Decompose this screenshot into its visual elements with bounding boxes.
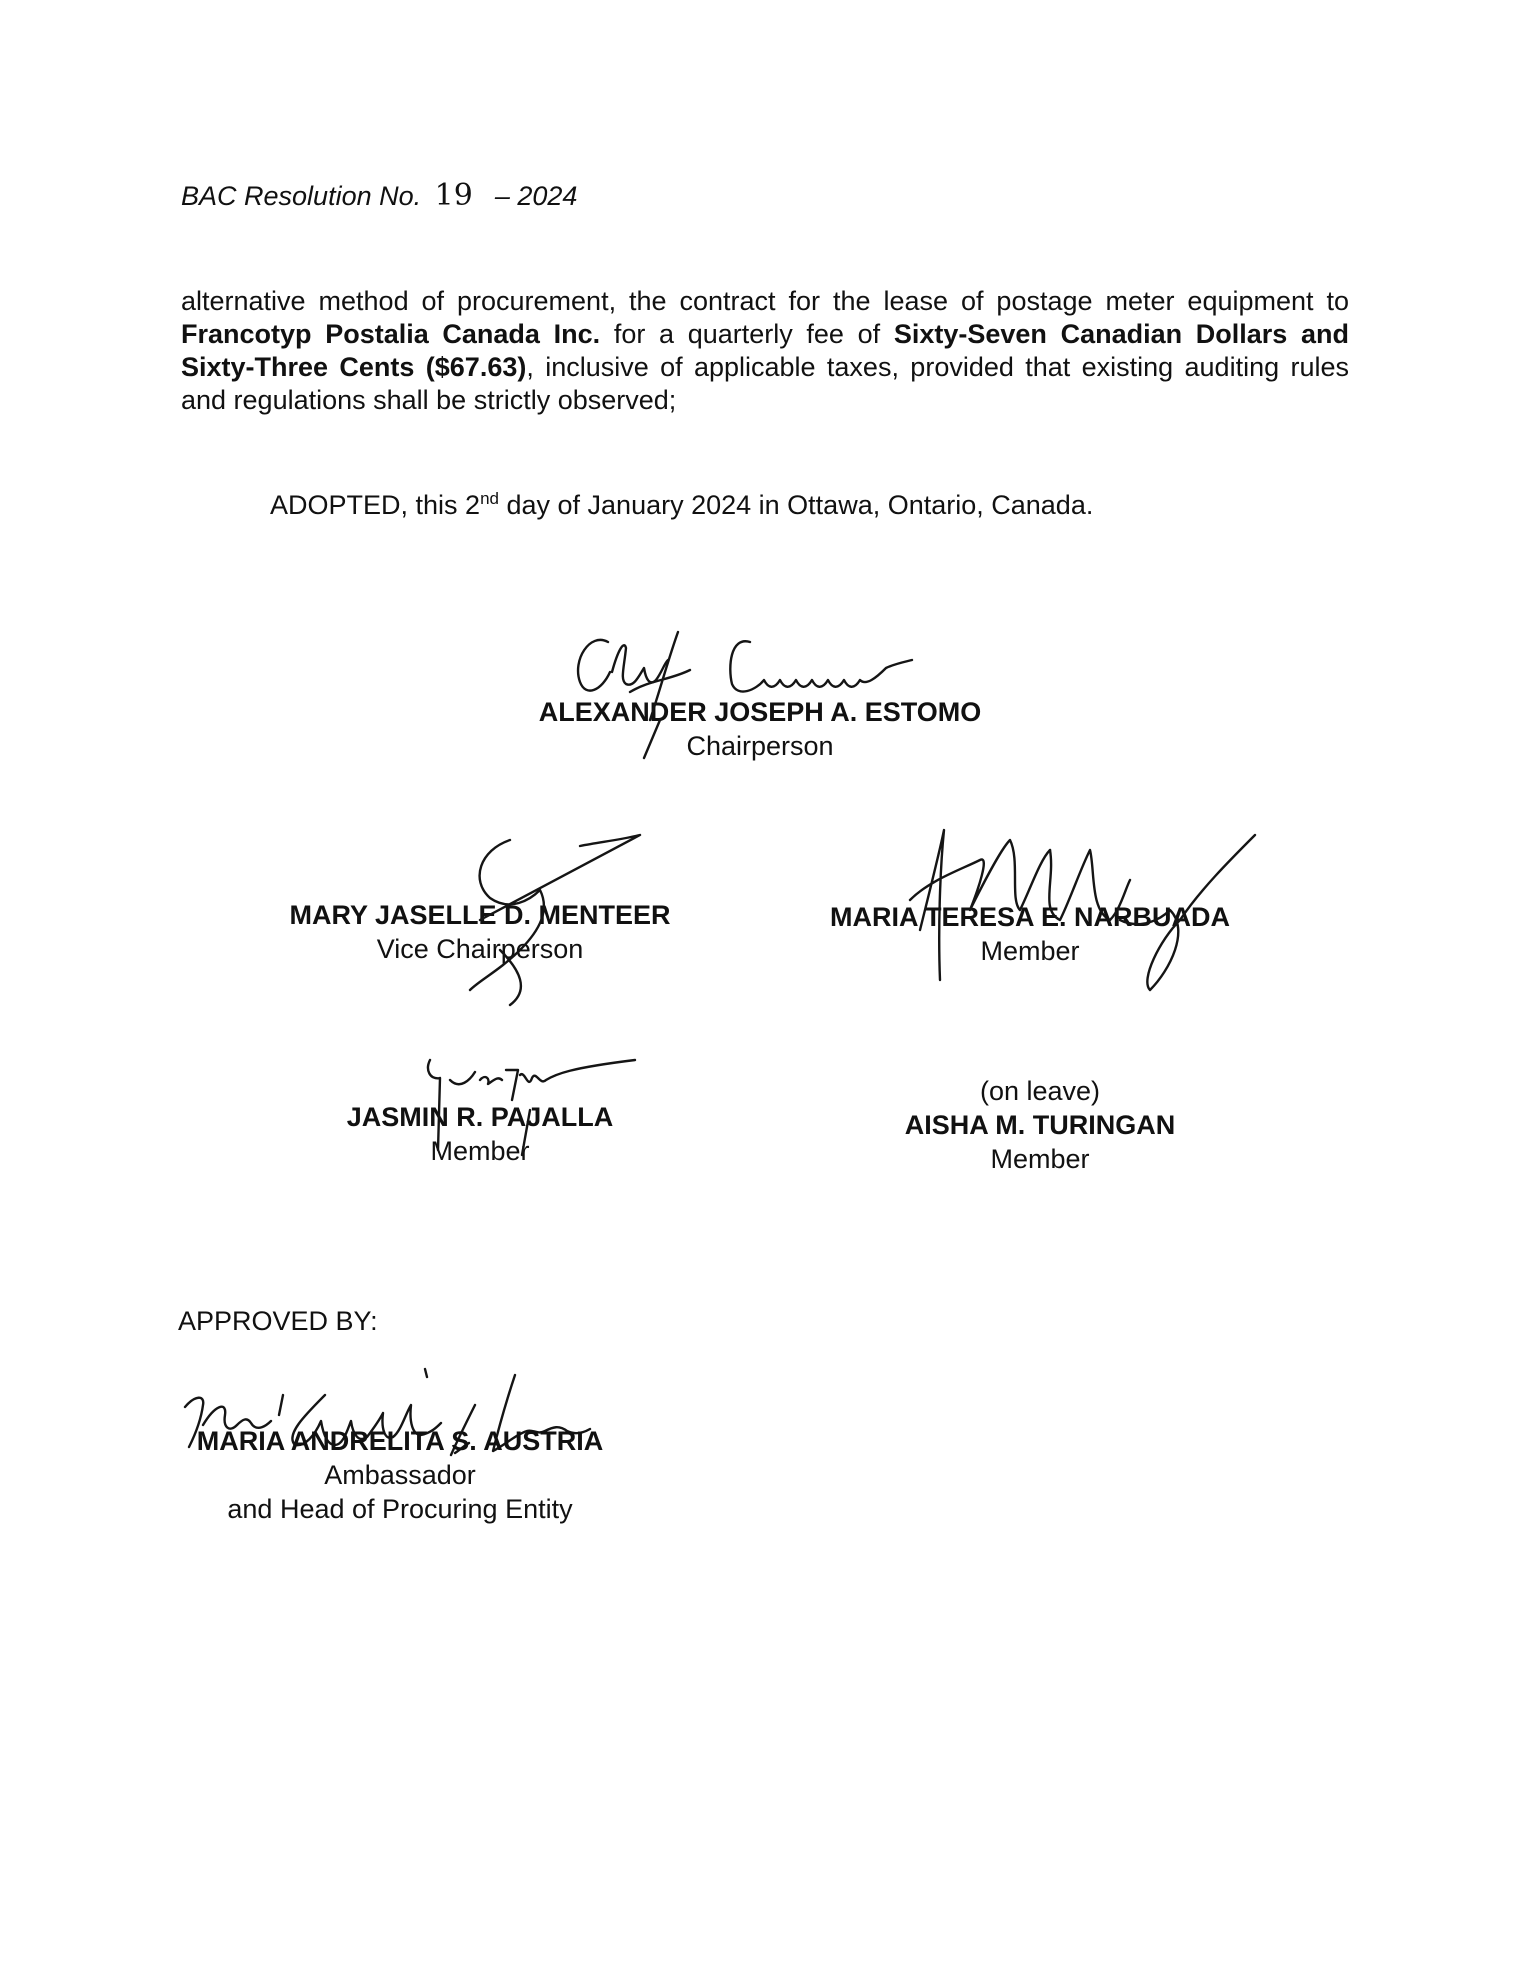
- chairperson-name: ALEXANDER JOSEPH A. ESTOMO: [538, 697, 982, 727]
- resolution-dash: –: [494, 181, 510, 211]
- member-pajalla-name: JASMIN R. PAJALLA: [346, 1102, 614, 1132]
- member-turingan-name: AISHA M. TURINGAN: [904, 1110, 1176, 1140]
- member-turingan-block: [840, 1074, 1240, 1176]
- member-pajalla-block: [300, 1100, 660, 1168]
- approver-role-line1: Ambassador: [324, 1460, 476, 1490]
- body-text-3: , inclusive of applicable taxes, provided that existing auditing rules and regulations shall be strictly observed;: [181, 352, 1349, 415]
- body-text-1: alternative method of procurement, the contract for the lease of postage meter equipment to: [181, 286, 1349, 316]
- approver-role-line2: and Head of Procuring Entity: [227, 1494, 573, 1524]
- adopted-suffix: nd: [480, 489, 499, 508]
- approver-name: MARIA ANDRELITA S. AUSTRIA: [196, 1426, 604, 1456]
- adopted-before: ADOPTED, this 2: [270, 490, 481, 520]
- vice-chairperson-role: Vice Chairperson: [376, 934, 584, 964]
- resolution-number: 19: [434, 178, 473, 213]
- chairperson-block: [460, 695, 1060, 763]
- resolution-prefix: BAC Resolution No.: [181, 181, 422, 211]
- member-turingan-note: (on leave): [979, 1076, 1101, 1106]
- adopted-after: day of January 2024 in Ottawa, Ontario, Canada.: [498, 490, 1094, 520]
- vice-chairperson-name: MARY JASELLE D. MENTEER: [289, 900, 671, 930]
- fee-amount: Sixty-Seven Canadian Dollars and Sixty-Three Cents ($67.63): [181, 319, 1349, 382]
- adoption-statement: [270, 490, 1093, 521]
- approved-by-label: APPROVED BY:: [178, 1306, 378, 1336]
- chairperson-role: Chairperson: [686, 731, 834, 761]
- resolution-body-paragraph: [181, 285, 1349, 417]
- member-pajalla-role: Member: [430, 1136, 530, 1166]
- member-turingan-role: Member: [990, 1144, 1090, 1174]
- member-narbuada-block: [780, 900, 1280, 968]
- resolution-header: [181, 178, 577, 213]
- vice-chairperson-block: [260, 898, 700, 966]
- company-name: Francotyp Postalia Canada Inc.: [181, 319, 601, 349]
- member-narbuada-name: MARIA TERESA E. NARBUADA: [829, 902, 1230, 932]
- resolution-year: 2024: [517, 181, 578, 211]
- body-text-2: for a quarterly fee of: [600, 319, 894, 349]
- approver-block: [150, 1424, 650, 1526]
- member-narbuada-role: Member: [980, 936, 1080, 966]
